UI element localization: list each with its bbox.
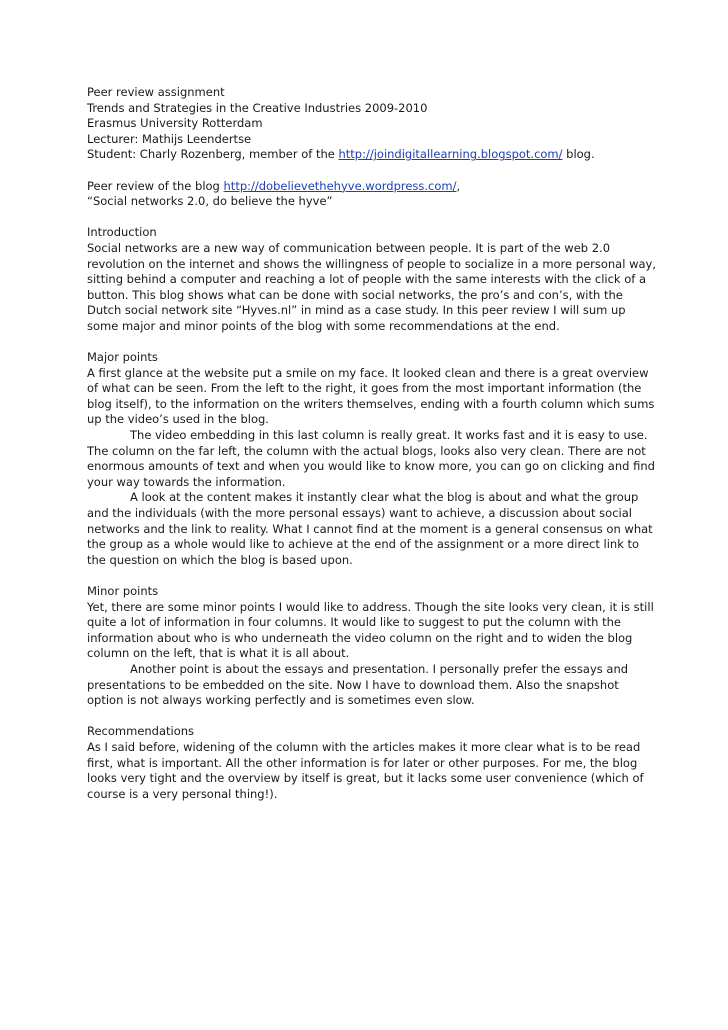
lecturer-line: Lecturer: Mathijs Leendertse [87, 131, 252, 146]
course-name: Trends and Strategies in the Creative Industries 2009-2010 [87, 100, 428, 115]
major-points-section [87, 350, 657, 568]
university-name: Erasmus University Rotterdam [87, 116, 263, 131]
review-line [87, 179, 657, 195]
minor-points-section [87, 584, 657, 709]
introduction-section [87, 225, 657, 334]
recommendations-text: As I said before, widening of the column with the articles makes it more clear what is to be read first, what is important. All the other information is for later or other purposes. For me, the blog looks very tight and the overview by itself is great, but it lacks some user convenience (which of course is a very personal thing!). [87, 739, 644, 801]
major-paragraph-2: The video embedding in this last column is really great. It works fast and it is easy to use. The column on the far left, the column with the actual blogs, looks also very clean. There are not enormous amounts of text and when you would like to know more, you can go on clicking and find your way towards the information. [87, 428, 655, 489]
recommendations-heading: Recommendations [87, 724, 195, 739]
major-paragraph-3: A look at the content makes it instantly clear what the blog is about and what the group and the individuals (with the more personal essays) want to achieve, a discussion about social networks and the link to reality. What I cannot find at the moment is a general consensus on what the group as a whole would like to achieve at the end of the assignment or a more direct link to the question on which the blog is based upon. [87, 490, 653, 567]
major-points-heading: Major points [87, 350, 158, 365]
student-prefix: Student: Charly Rozenberg, member of the [87, 147, 339, 162]
introduction-heading: Introduction [87, 225, 157, 240]
reviewed-blog-title: “Social networks 2.0, do believe the hyve” [87, 194, 333, 209]
recommendations-section [87, 724, 657, 802]
student-blog-link[interactable]: http://joindigitallearning.blogspot.com/ [338, 147, 563, 162]
minor-paragraph-1: Yet, there are some minor points I would like to address. Though the site looks very clean, it is still quite a lot of information in four columns. It would like to suggest to put the column with the information about who is who underneath the video column on the right and to widen the blog column on the left, that is what it is all about. [87, 599, 654, 661]
minor-points-heading: Minor points [87, 584, 159, 598]
student-suffix: blog. [562, 147, 595, 162]
header-block [87, 85, 657, 163]
minor-paragraph-2: Another point is about the essays and presentation. I personally prefer the essays and presentations to be embedded on the site. Now I have to download them. Also the snapshot option is not always working perfectly and is sometimes even slow. [87, 661, 629, 708]
major-paragraph-1: A first glance at the website put a smile on my face. It looked clean and there is a great overview of what can be seen. From the left to the right, it goes from the most important information (the blog itself), to the information on the writers themselves, ending with a fourth column which sums up the video’s used in the blog. [87, 365, 655, 427]
document-page [87, 85, 657, 818]
review-prefix: Peer review of the blog [87, 178, 224, 193]
student-line [87, 147, 657, 163]
review-suffix: , [456, 178, 461, 193]
review-block [87, 179, 657, 210]
introduction-text: Social networks are a new way of communication between people. It is part of the web 2.0 revolution on the internet and shows the willingness of people to socialize in a more personal way, sitting behind a computer and reaching a lot of people with the same interests with the click of a button. This blog shows what can be done with social networks, the pro’s and con’s, with the Dutch social network site “Hyves.nl” in mind as a case study. In this peer review I will sum up some major and minor points of the blog with some recommendations at the end. [87, 240, 656, 333]
assignment-title: Peer review assignment [87, 85, 225, 99]
reviewed-blog-link[interactable]: http://dobelievethehyve.wordpress.com/ [223, 178, 457, 193]
